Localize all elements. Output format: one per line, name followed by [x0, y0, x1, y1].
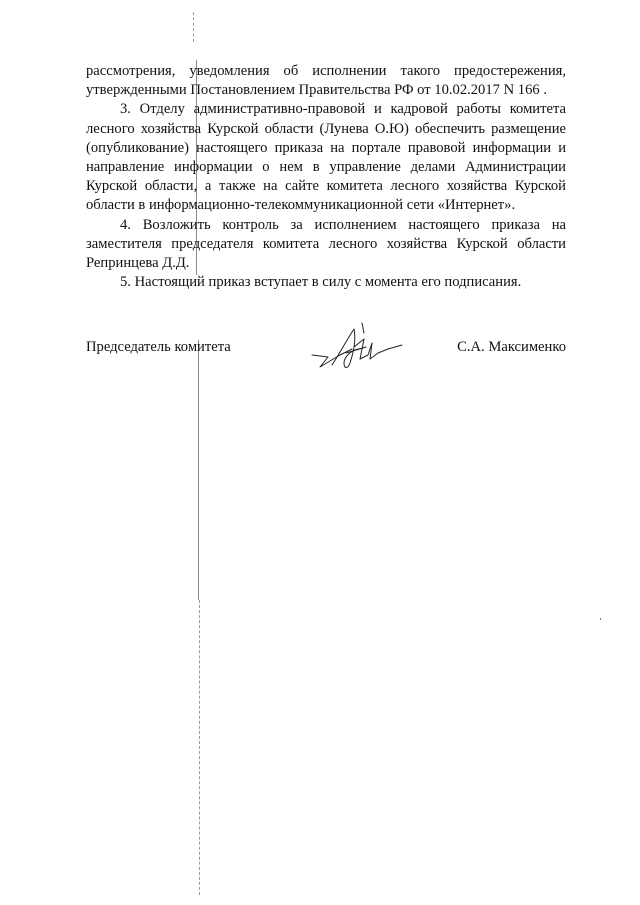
paragraph-continuation: рассмотрения, уведомления об исполнении такого предостережения, утвержденными Постановлением Правительства РФ от 10.02.2017 N 166 . [86, 63, 566, 99]
handwritten-signature [310, 319, 430, 379]
document-body [86, 62, 566, 292]
scan-artifact-line-top [193, 12, 194, 42]
paragraph-3: 3. Отделу административно-правовой и кадровой работы комитета лесного хозяйства Курской области (Лунева О.Ю) обеспечить размещение (опубликование) настоящего приказа на портале правовой информации и направление информации о нем в управление делами Администрации Курской области, а также на сайте комитета лесного хозяйства Курской области в информационно-телекоммуникационной сети «Интернет». [86, 101, 566, 214]
signatory-name: С.А. Максименко [457, 339, 566, 355]
scan-speck [600, 618, 601, 620]
paragraph-5: 5. Настоящий приказ вступает в силу с момента его подписания. [120, 274, 522, 291]
signatory-title: Председатель комитета [86, 339, 231, 355]
signature-block [86, 335, 566, 385]
paragraph-4: 4. Возложить контроль за исполнением настоящего приказа на заместителя председателя комитета лесного хозяйства Курской области Репринцева Д.Д. [86, 216, 566, 272]
scan-artifact-line-lower [199, 600, 200, 895]
